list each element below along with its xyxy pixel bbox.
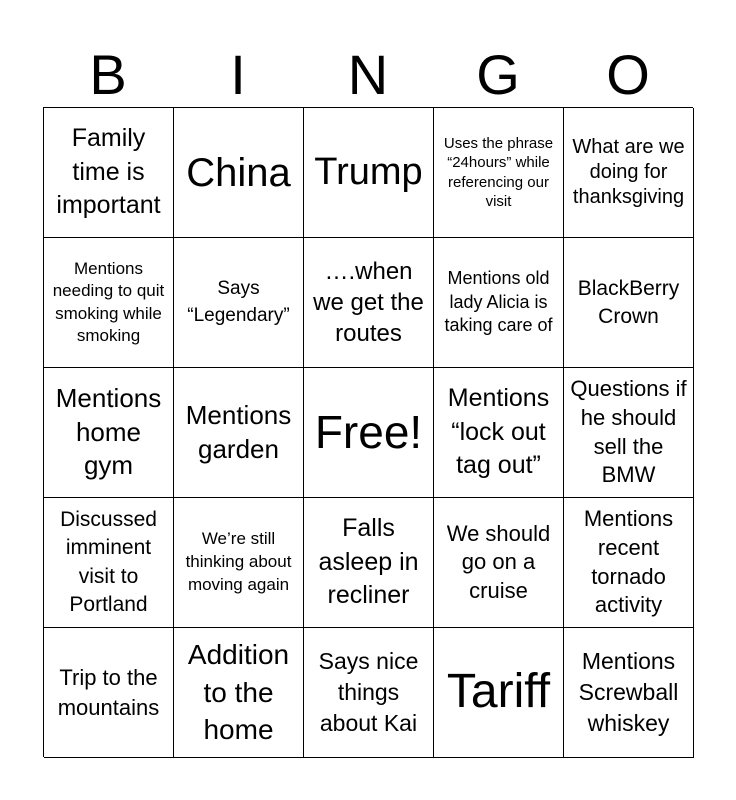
header-letter-b: B (89, 43, 127, 106)
bingo-cell[interactable] (44, 368, 174, 498)
cell-text: Family time is important (56, 123, 161, 220)
cell-text: We’re still thinking about moving again (185, 529, 292, 594)
bingo-cell[interactable] (564, 368, 694, 498)
bingo-cell[interactable] (174, 108, 304, 238)
cell-text: Mentions “lock out tag out” (447, 383, 550, 480)
cell-text: Tariff (446, 665, 551, 719)
bingo-cell[interactable] (44, 108, 174, 238)
bingo-cell[interactable] (564, 628, 694, 758)
bingo-cell[interactable] (304, 628, 434, 758)
bingo-cell[interactable] (564, 238, 694, 368)
bingo-cell[interactable] (174, 498, 304, 628)
cell-text: Trump (314, 150, 423, 193)
bingo-cell[interactable] (434, 108, 564, 238)
bingo-header (43, 44, 693, 106)
cell-text: Free! (314, 406, 423, 459)
cell-text: Discussed imminent visit to Portland (60, 507, 157, 616)
cell-text: Mentions recent tornado activity (583, 506, 674, 618)
cell-text: We should go on a cruise (446, 520, 551, 603)
cell-text: Trip to the mountains (57, 664, 160, 720)
bingo-cell[interactable] (44, 628, 174, 758)
bingo-cell[interactable] (434, 368, 564, 498)
header-letter-i: I (230, 43, 246, 106)
cell-text: Mentions old lady Alicia is taking care of (444, 268, 553, 336)
bingo-cell[interactable] (304, 238, 434, 368)
cell-text: Addition to the home (187, 638, 290, 746)
cell-text: Mentions garden (185, 399, 292, 464)
bingo-cell[interactable] (174, 628, 304, 758)
bingo-cell[interactable] (304, 368, 434, 498)
cell-text: China (186, 150, 291, 195)
cell-text: Falls asleep in recliner (318, 513, 419, 610)
cell-text: Says “Legendary” (187, 277, 290, 326)
cell-text: Uses the phrase “24hours” while referencing our visit (443, 134, 554, 210)
bingo-cell[interactable] (434, 498, 564, 628)
cell-text: Questions if he should sell the BMW (570, 376, 687, 488)
cell-text: BlackBerry Crown (577, 277, 680, 328)
bingo-cell[interactable] (174, 368, 304, 498)
header-letter-o: O (606, 43, 650, 106)
bingo-cell[interactable] (564, 498, 694, 628)
cell-text: Says nice things about Kai (318, 647, 419, 737)
bingo-cell[interactable] (174, 238, 304, 368)
bingo-cell[interactable] (44, 238, 174, 368)
bingo-cell[interactable] (434, 238, 564, 368)
bingo-cell[interactable] (304, 108, 434, 238)
bingo-cell[interactable] (44, 498, 174, 628)
cell-text: Mentions Screwball whiskey (578, 647, 679, 737)
header-letter-g: G (476, 43, 520, 106)
bingo-cell[interactable] (434, 628, 564, 758)
cell-text: ….when we get the routes (313, 257, 424, 348)
cell-text: What are we doing for thanksgiving (572, 136, 685, 208)
bingo-grid (43, 107, 693, 757)
cell-text: Mentions needing to quit smoking while smoking (52, 259, 165, 345)
header-letter-n: N (347, 43, 389, 106)
bingo-cell[interactable] (304, 498, 434, 628)
cell-text: Mentions home gym (55, 382, 162, 481)
bingo-cell[interactable] (564, 108, 694, 238)
